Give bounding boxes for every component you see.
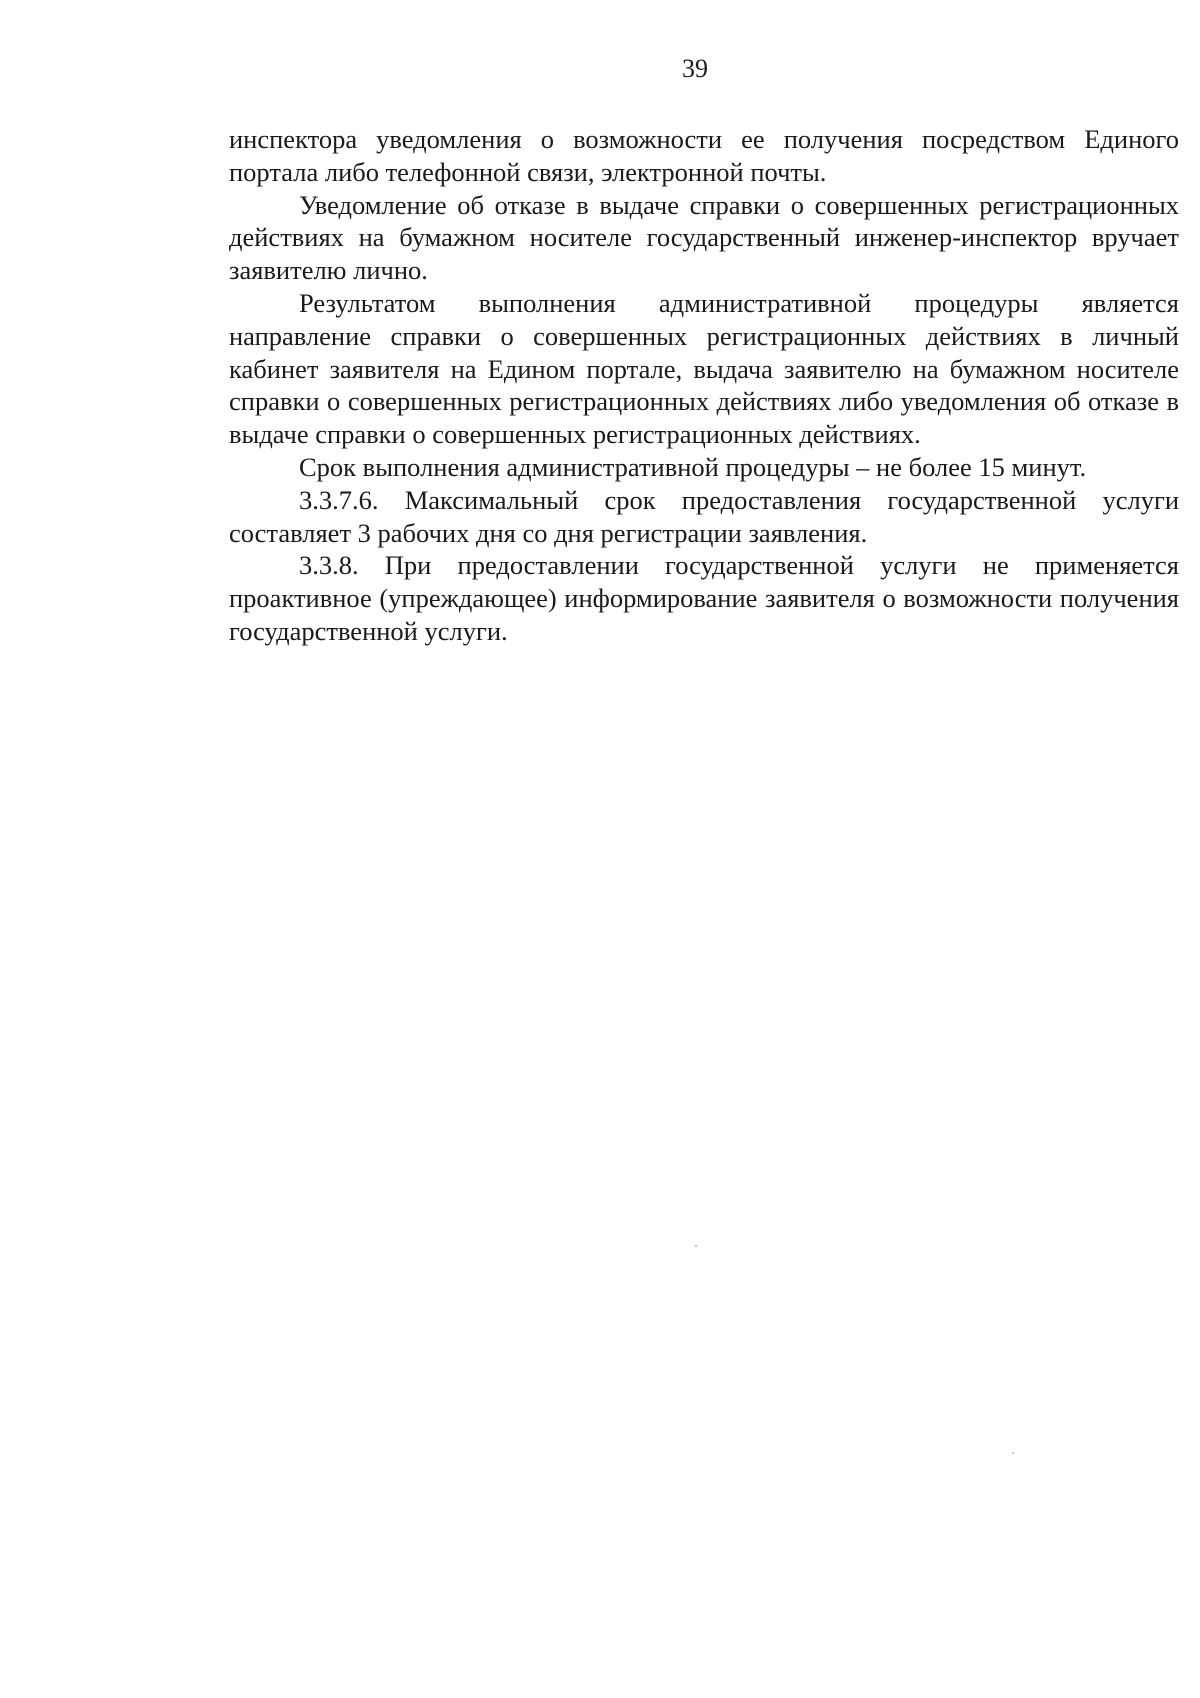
- paragraph-procedure-duration: Срок выполнения административной процедуры – не более 15 минут.: [299, 451, 1087, 482]
- page-number: 39: [682, 54, 708, 83]
- paragraph-procedure-result: Результатом выполнения административной процедуры является направление справки о совершенных регистрационных действиях в личный кабинет заявителя на Едином портале, выдача заявителю на бумажном носителе справки о совершенных регистрационных действиях либо уведомления об отказе в выдаче справки о совершенных регистрационных действиях.: [229, 287, 1179, 450]
- paragraph-refusal-notice: Уведомление об отказе в выдаче справки о совершенных регистрационных действиях на бумажном носителе государственный инженер-инспектор вручает заявителю лично.: [229, 189, 1179, 286]
- paragraph-continuation: инспектора уведомления о возможности ее получения посредством Единого портала либо телефонной связи, электронной почты.: [229, 124, 1179, 187]
- paragraph-section-3-3-8: 3.3.8. При предоставлении государственной услуги не применяется проактивное (упреждающее) информирование заявителя о возможности получения государственной услуги.: [229, 550, 1179, 646]
- scan-speck: [695, 1245, 697, 1247]
- paragraph-section-3-3-7-6: 3.3.7.6. Максимальный срок предоставления государственной услуги составляет 3 рабочих дня со дня регистрации заявления.: [229, 484, 1179, 548]
- document-body: [229, 123, 1179, 648]
- scan-speck: [1012, 1452, 1014, 1454]
